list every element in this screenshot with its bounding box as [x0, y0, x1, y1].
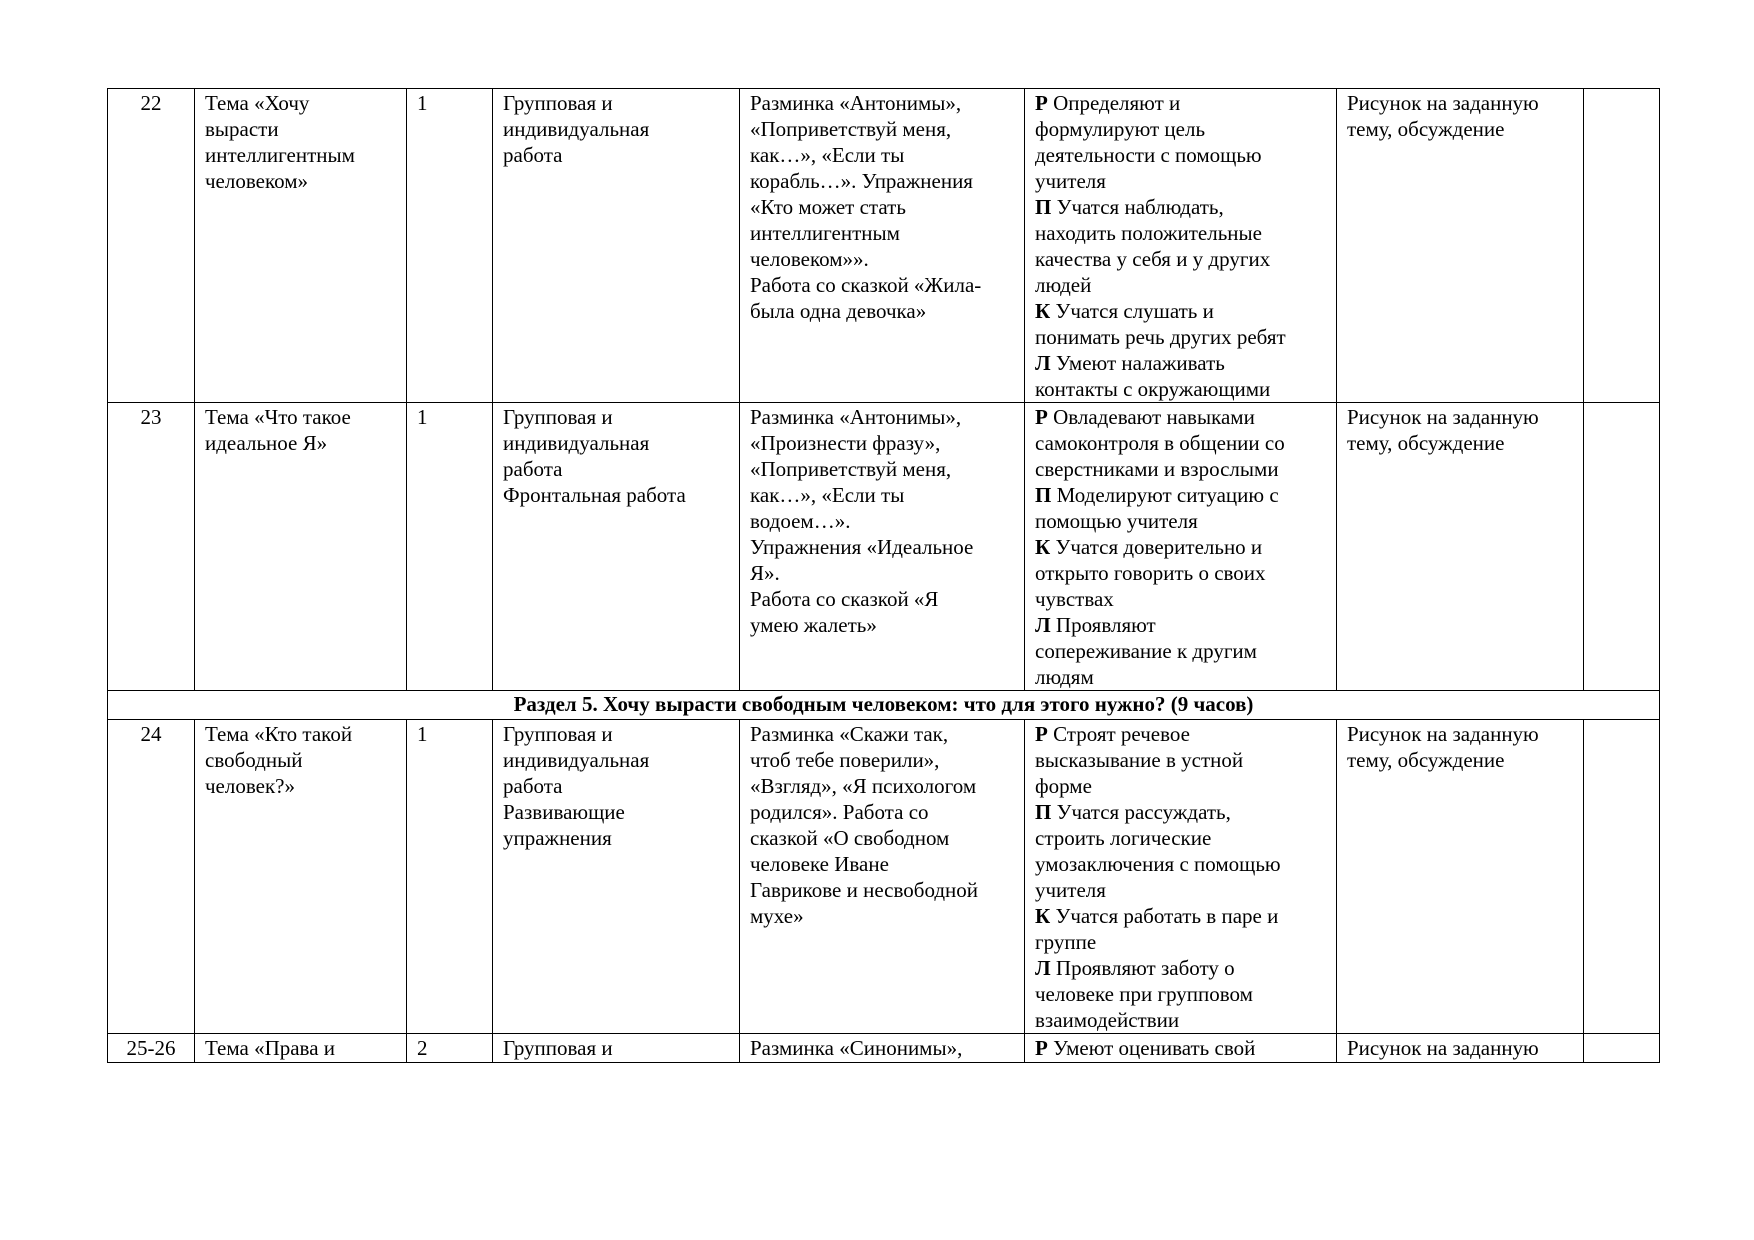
notes-cell — [1584, 1034, 1660, 1063]
uud-key: К — [1035, 299, 1051, 323]
uud-line: людей — [1035, 273, 1092, 297]
notes-cell — [1584, 403, 1660, 691]
topic-cell — [195, 1034, 407, 1063]
work-form-line: Развивающие — [503, 800, 625, 824]
uud-cell — [1025, 89, 1337, 403]
uud-key: К — [1035, 535, 1051, 559]
work-form-line: индивидуальная — [503, 431, 650, 455]
lesson-number-cell: 22 — [108, 89, 195, 403]
work-form-cell — [493, 403, 740, 691]
uud-line: самоконтроля в общении со — [1035, 431, 1285, 455]
hours-cell: 1 — [407, 403, 493, 691]
content-line: как…», «Если ты — [750, 143, 905, 167]
uud-line: формулируют цель — [1035, 117, 1206, 141]
work-form-line: Групповая и — [503, 405, 613, 429]
uud-line: П Моделируют ситуацию с — [1035, 483, 1279, 507]
content-line: Я». — [750, 561, 780, 585]
work-form-cell — [493, 720, 740, 1034]
uud-line: качества у себя и у других — [1035, 247, 1271, 271]
control-line: тему, обсуждение — [1347, 431, 1505, 455]
uud-line: взаимодействии — [1035, 1008, 1180, 1032]
content-cell — [740, 89, 1025, 403]
content-line: родился». Работа со — [750, 800, 929, 824]
uud-line: умозаключения с помощью — [1035, 852, 1281, 876]
topic-line: интеллигентным — [205, 143, 355, 167]
table-row — [108, 89, 1660, 403]
uud-cell — [1025, 720, 1337, 1034]
content-line: чтоб тебе поверили», — [750, 748, 940, 772]
uud-key: Р — [1035, 91, 1048, 115]
uud-line: Л Проявляют заботу о — [1035, 956, 1235, 980]
content-line: Разминка «Антонимы», — [750, 91, 962, 115]
uud-key: Р — [1035, 722, 1048, 746]
uud-line: Р Умеют оценивать свой — [1035, 1036, 1256, 1060]
uud-key: Л — [1035, 351, 1051, 375]
control-form-cell — [1337, 1034, 1584, 1063]
work-form-line: работа — [503, 457, 563, 481]
topic-line: Тема «Права и — [205, 1036, 335, 1060]
uud-cell — [1025, 403, 1337, 691]
content-line: «Кто может стать — [750, 195, 906, 219]
topic-cell — [195, 403, 407, 691]
content-line: водоем…». — [750, 509, 851, 533]
content-line: сказкой «О свободном — [750, 826, 950, 850]
uud-key: Л — [1035, 956, 1051, 980]
uud-line: Р Овладевают навыками — [1035, 405, 1255, 429]
content-line: «Поприветствуй меня, — [750, 117, 952, 141]
uud-line: строить логические — [1035, 826, 1212, 850]
uud-key: Л — [1035, 613, 1051, 637]
work-form-line: индивидуальная — [503, 117, 650, 141]
table-row — [108, 403, 1660, 691]
control-line: Рисунок на заданную — [1347, 722, 1539, 746]
content-line: «Поприветствуй меня, — [750, 457, 952, 481]
uud-line: Л Проявляют — [1035, 613, 1156, 637]
uud-line: открыто говорить о своих — [1035, 561, 1266, 585]
uud-cell — [1025, 1034, 1337, 1063]
uud-line: Р Определяют и — [1035, 91, 1181, 115]
uud-key: Р — [1035, 405, 1048, 429]
table-body-before-section — [108, 89, 1660, 691]
uud-line: К Учатся слушать и — [1035, 299, 1214, 323]
uud-line: П Учатся рассуждать, — [1035, 800, 1231, 824]
section-heading-row — [108, 691, 1660, 720]
content-line: Работа со сказкой «Жила- — [750, 273, 982, 297]
content-line: «Произнести фразу», — [750, 431, 941, 455]
topic-line: Тема «Что такое — [205, 405, 351, 429]
control-line: тему, обсуждение — [1347, 748, 1505, 772]
content-line: Гаврикове и несвободной — [750, 878, 978, 902]
uud-line: Л Умеют налаживать — [1035, 351, 1225, 375]
uud-line: П Учатся наблюдать, — [1035, 195, 1224, 219]
uud-key: Р — [1035, 1036, 1048, 1060]
content-line: Упражнения «Идеальное — [750, 535, 974, 559]
content-line: человеком»». — [750, 247, 869, 271]
control-line: Рисунок на заданную — [1347, 91, 1539, 115]
uud-line: находить положительные — [1035, 221, 1262, 245]
content-line: корабль…». Упражнения — [750, 169, 973, 193]
content-cell — [740, 720, 1025, 1034]
content-line: мухе» — [750, 904, 804, 928]
content-line: «Взгляд», «Я психологом — [750, 774, 977, 798]
uud-line: сверстниками и взрослыми — [1035, 457, 1279, 481]
work-form-line: Фронтальная работа — [503, 483, 686, 507]
uud-line: форме — [1035, 774, 1092, 798]
content-line: человеке Иване — [750, 852, 889, 876]
notes-cell — [1584, 720, 1660, 1034]
uud-line: сопереживание к другим — [1035, 639, 1257, 663]
work-form-line: Групповая и — [503, 91, 613, 115]
uud-line: К Учатся доверительно и — [1035, 535, 1263, 559]
uud-line: учителя — [1035, 878, 1106, 902]
lesson-plan-table — [107, 88, 1660, 1063]
work-form-cell — [493, 1034, 740, 1063]
content-cell — [740, 1034, 1025, 1063]
uud-line: людям — [1035, 665, 1094, 689]
lesson-number-cell: 24 — [108, 720, 195, 1034]
control-line: Рисунок на заданную — [1347, 1036, 1539, 1060]
table-row — [108, 1034, 1660, 1063]
uud-line: группе — [1035, 930, 1097, 954]
hours-cell: 1 — [407, 720, 493, 1034]
content-cell — [740, 403, 1025, 691]
topic-line: Тема «Кто такой — [205, 722, 353, 746]
uud-line: учителя — [1035, 169, 1106, 193]
topic-cell — [195, 720, 407, 1034]
control-form-cell — [1337, 720, 1584, 1034]
topic-cell — [195, 89, 407, 403]
uud-key: К — [1035, 904, 1051, 928]
topic-line: человеком» — [205, 169, 309, 193]
content-line: как…», «Если ты — [750, 483, 905, 507]
topic-line: человек?» — [205, 774, 295, 798]
work-form-line: индивидуальная — [503, 748, 650, 772]
uud-line: Р Строят речевое — [1035, 722, 1190, 746]
content-line: Разминка «Антонимы», — [750, 405, 962, 429]
work-form-line: Групповая и — [503, 722, 613, 746]
table-body-after-section — [108, 720, 1660, 1063]
content-line: была одна девочка» — [750, 299, 927, 323]
table-row — [108, 720, 1660, 1034]
uud-key: П — [1035, 800, 1052, 824]
uud-key: П — [1035, 195, 1052, 219]
topic-line: Тема «Хочу — [205, 91, 310, 115]
work-form-cell — [493, 89, 740, 403]
content-line: Разминка «Скажи так, — [750, 722, 949, 746]
work-form-line: работа — [503, 774, 563, 798]
uud-line: человеке при групповом — [1035, 982, 1253, 1006]
section-heading: Раздел 5. Хочу вырасти свободным человеком: что для этого нужно? (9 часов) — [108, 691, 1660, 720]
work-form-line: упражнения — [503, 826, 612, 850]
topic-line: свободный — [205, 748, 303, 772]
control-line: Рисунок на заданную — [1347, 405, 1539, 429]
notes-cell — [1584, 89, 1660, 403]
content-line: умею жалеть» — [750, 613, 877, 637]
uud-line: высказывание в устной — [1035, 748, 1244, 772]
uud-line: контакты с окружающими — [1035, 377, 1271, 401]
control-line: тему, обсуждение — [1347, 117, 1505, 141]
uud-line: К Учатся работать в паре и — [1035, 904, 1279, 928]
topic-line: вырасти — [205, 117, 279, 141]
uud-line: чувствах — [1035, 587, 1114, 611]
uud-line: понимать речь других ребят — [1035, 325, 1286, 349]
lesson-number-cell: 25-26 — [108, 1034, 195, 1063]
content-line: интеллигентным — [750, 221, 900, 245]
hours-cell: 1 — [407, 89, 493, 403]
content-line: Работа со сказкой «Я — [750, 587, 939, 611]
work-form-line: Групповая и — [503, 1036, 613, 1060]
uud-key: П — [1035, 483, 1052, 507]
control-form-cell — [1337, 89, 1584, 403]
work-form-line: работа — [503, 143, 563, 167]
section-row-group — [108, 691, 1660, 720]
control-form-cell — [1337, 403, 1584, 691]
uud-line: деятельности с помощью — [1035, 143, 1262, 167]
uud-line: помощью учителя — [1035, 509, 1198, 533]
lesson-number-cell: 23 — [108, 403, 195, 691]
topic-line: идеальное Я» — [205, 431, 328, 455]
hours-cell: 2 — [407, 1034, 493, 1063]
content-line: Разминка «Синонимы», — [750, 1036, 963, 1060]
